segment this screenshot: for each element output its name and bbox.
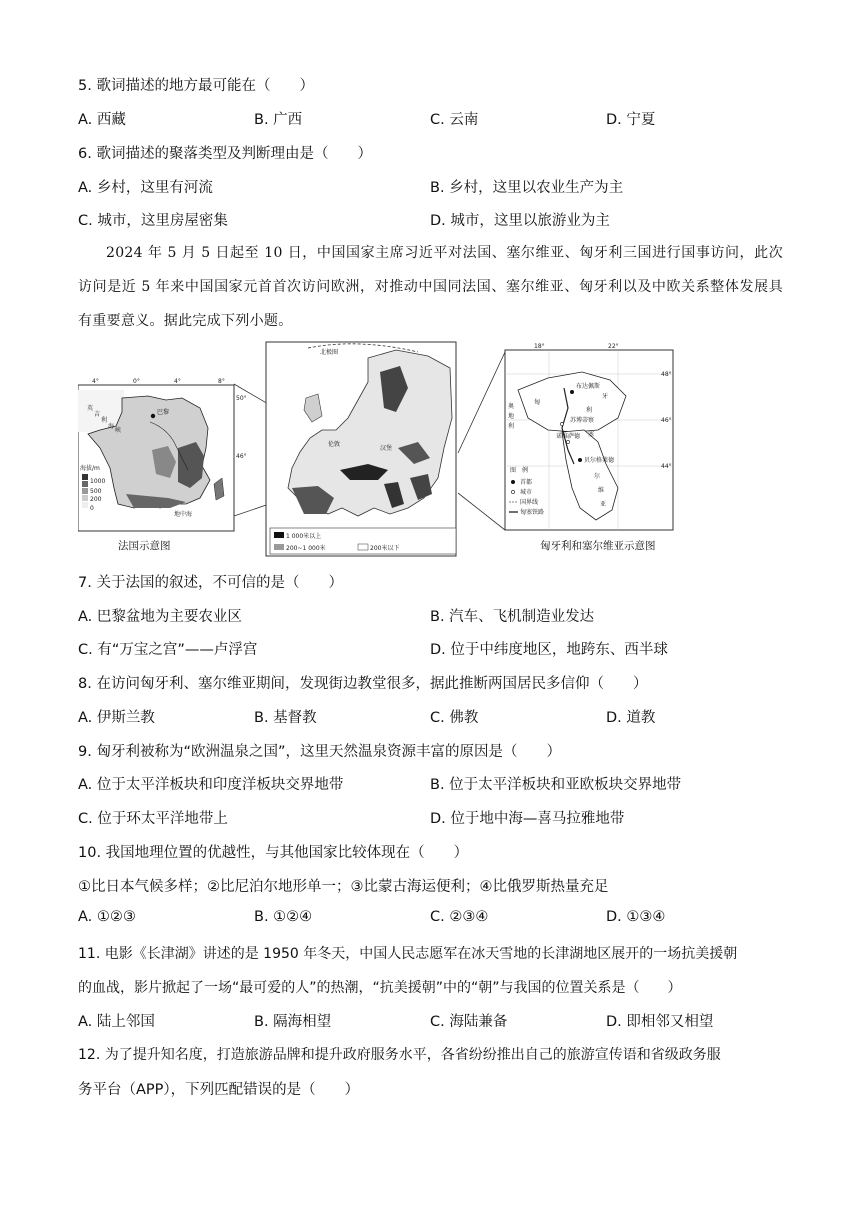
france-map-caption: 法国示意图 bbox=[118, 540, 171, 552]
q7-option-b: B. 汽车、飞机制造业发达 bbox=[430, 609, 595, 625]
hungary-serbia-map-caption: 匈牙利和塞尔维亚示意图 bbox=[540, 540, 656, 552]
svg-text:汉堡: 汉堡 bbox=[380, 445, 393, 452]
map-figure-svg bbox=[78, 338, 678, 560]
svg-text:亚: 亚 bbox=[600, 501, 607, 508]
france-map bbox=[78, 378, 247, 531]
svg-text:利: 利 bbox=[508, 423, 515, 430]
hungary-serbia-map bbox=[505, 343, 673, 530]
svg-text:峡: 峡 bbox=[115, 427, 122, 434]
question-10-statements: ①比日本气候多样；②比尼泊尔地形单一；③比蒙古海运便利；④比俄罗斯热量充足 bbox=[78, 879, 609, 895]
question-7-stem: 7. 关于法国的叙述，不可信的是（ ） bbox=[78, 575, 343, 591]
svg-text:500: 500 bbox=[90, 488, 102, 495]
svg-text:0: 0 bbox=[90, 505, 94, 512]
q7-option-a: A. 巴黎盆地为主要农业区 bbox=[78, 609, 242, 625]
q9-option-a: A. 位于太平洋板块和印度洋板块交界地带 bbox=[78, 777, 344, 793]
map-figure bbox=[78, 338, 678, 560]
svg-text:200米以下: 200米以下 bbox=[370, 545, 400, 552]
q6-option-a: A. 乡村，这里有河流 bbox=[78, 180, 213, 196]
svg-text:城市: 城市 bbox=[520, 489, 533, 496]
svg-text:国界线: 国界线 bbox=[520, 499, 539, 506]
svg-text:地中海: 地中海 bbox=[174, 511, 193, 518]
svg-text:苏博蒂察: 苏博蒂察 bbox=[570, 417, 595, 424]
svg-text:50°: 50° bbox=[236, 395, 247, 402]
question-9-stem: 9. 匈牙利被称为“欧洲温泉之国”，这里天然温泉资源丰富的原因是（ ） bbox=[78, 744, 561, 760]
svg-text:贝尔格莱德: 贝尔格莱德 bbox=[584, 457, 615, 464]
svg-text:塞: 塞 bbox=[588, 431, 595, 438]
q8-option-d: D. 道教 bbox=[606, 710, 656, 726]
svg-text:4°: 4° bbox=[92, 378, 99, 385]
svg-text:1 000米以上: 1 000米以上 bbox=[286, 533, 322, 540]
q7-option-d: D. 位于中纬度地区，地跨东、西半球 bbox=[430, 642, 668, 658]
q5-option-b: B. 广西 bbox=[254, 112, 303, 128]
svg-text:英: 英 bbox=[87, 405, 94, 412]
question-10-stem: 10. 我国地理位置的优越性，与其他国家比较体现在（ ） bbox=[78, 845, 469, 861]
question-11-stem-line1: 11. 电影《长津湖》讲述的是 1950 年冬天，中国人民志愿军在冰天雪地的长津湖地区展开的一场抗美援朝 bbox=[78, 946, 738, 962]
svg-text:地: 地 bbox=[508, 413, 515, 420]
q9-option-d: D. 位于地中海—喜马拉雅地带 bbox=[430, 811, 625, 827]
svg-text:200~1 000米: 200~1 000米 bbox=[286, 545, 326, 552]
question-8-stem: 8. 在访问匈牙利、塞尔维亚期间，发现街边教堂很多，据此推断两国居民多信仰（ ） bbox=[78, 676, 648, 692]
svg-text:8°: 8° bbox=[218, 378, 225, 385]
svg-text:利: 利 bbox=[101, 417, 108, 424]
q5-option-d: D. 宁夏 bbox=[606, 112, 656, 128]
svg-text:巴黎: 巴黎 bbox=[157, 409, 170, 416]
svg-text:4°: 4° bbox=[174, 378, 181, 385]
q5-option-a: A. 西藏 bbox=[78, 112, 126, 128]
svg-text:46°: 46° bbox=[236, 453, 247, 460]
q11-option-a: A. 陆上邻国 bbox=[78, 1014, 155, 1030]
question-12-stem-line2: 务平台（APP），下列匹配错误的是（ ） bbox=[78, 1082, 360, 1098]
svg-text:1000: 1000 bbox=[90, 478, 106, 485]
q11-option-c: C. 海陆兼备 bbox=[430, 1014, 508, 1030]
svg-text:48°: 48° bbox=[661, 371, 672, 378]
svg-text:44°: 44° bbox=[661, 463, 672, 470]
svg-text:海拔/m: 海拔/m bbox=[80, 465, 100, 472]
question-6-stem: 6. 歌词描述的聚落类型及判断理由是（ ） bbox=[78, 146, 372, 162]
svg-text:布达佩斯: 布达佩斯 bbox=[576, 383, 601, 390]
q8-option-c: C. 佛教 bbox=[430, 710, 479, 726]
svg-text:尔: 尔 bbox=[594, 473, 601, 480]
q6-option-d: D. 城市，这里以旅游业为主 bbox=[430, 213, 610, 229]
q11-option-b: B. 隔海相望 bbox=[254, 1014, 332, 1030]
q5-option-c: C. 云南 bbox=[430, 112, 479, 128]
svg-text:维: 维 bbox=[598, 487, 605, 494]
svg-text:匈: 匈 bbox=[534, 399, 541, 406]
q9-option-c: C. 位于环太平洋地带上 bbox=[78, 811, 228, 827]
q8-option-b: B. 基督教 bbox=[254, 710, 317, 726]
q10-option-d: D. ①③④ bbox=[606, 909, 666, 925]
svg-text:首都: 首都 bbox=[520, 479, 533, 486]
q6-option-b: B. 乡村，这里以农业生产为主 bbox=[430, 180, 624, 196]
q9-option-b: B. 位于太平洋板块和亚欧板块交界地带 bbox=[430, 777, 682, 793]
svg-text:利: 利 bbox=[586, 407, 593, 414]
svg-text:200: 200 bbox=[90, 496, 102, 503]
svg-text:图 例: 图 例 bbox=[510, 467, 529, 474]
question-11-stem-line2: 的血战，影片掀起了一场“最可爱的人”的热潮，“抗美援朝”中的“朝”与我国的位置关系是（ ） bbox=[78, 980, 682, 996]
svg-text:奥: 奥 bbox=[508, 403, 515, 410]
svg-text:22°: 22° bbox=[608, 343, 619, 350]
svg-text:46°: 46° bbox=[661, 417, 672, 424]
svg-text:诺维萨德: 诺维萨德 bbox=[556, 433, 581, 440]
svg-text:伦敦: 伦敦 bbox=[328, 441, 341, 448]
q7-option-c: C. 有“万宝之宫”——卢浮宫 bbox=[78, 642, 258, 658]
question-5-stem: 5. 歌词描述的地方最可能在（ ） bbox=[78, 78, 314, 94]
svg-text:0°: 0° bbox=[133, 378, 140, 385]
question-12-stem-line1: 12. 为了提升知名度，打造旅游品牌和提升政府服务水平，各省纷纷推出自己的旅游宣传语和省级政务服 bbox=[78, 1047, 721, 1063]
q10-option-b: B. ①②④ bbox=[254, 909, 313, 925]
q10-option-c: C. ②③④ bbox=[430, 909, 489, 925]
q8-option-a: A. 伊斯兰教 bbox=[78, 710, 155, 726]
svg-text:18°: 18° bbox=[534, 343, 545, 350]
q11-option-d: D. 即相邻又相望 bbox=[606, 1014, 714, 1030]
reading-passage: 2024 年 5 月 5 日起至 10 日，中国国家主席习近平对法国、塞尔维亚、匈牙利三国进行国事访问，此次访问是近 5 年来中国国家元首首次访问欧洲，对推动中国同法国、塞尔维亚、匈牙利以及中欧关系整体发展具有重要意义。据此完成下列小题。 bbox=[78, 245, 783, 329]
q10-option-a: A. ①②③ bbox=[78, 909, 136, 925]
q6-option-c: C. 城市，这里房屋密集 bbox=[78, 213, 228, 229]
svg-text:牙: 牙 bbox=[602, 393, 609, 400]
svg-text:北极圈: 北极圈 bbox=[320, 349, 339, 356]
svg-text:吉: 吉 bbox=[94, 411, 101, 418]
svg-text:匈塞铁路: 匈塞铁路 bbox=[520, 509, 545, 516]
europe-map bbox=[266, 342, 456, 556]
svg-text:海: 海 bbox=[108, 423, 115, 430]
